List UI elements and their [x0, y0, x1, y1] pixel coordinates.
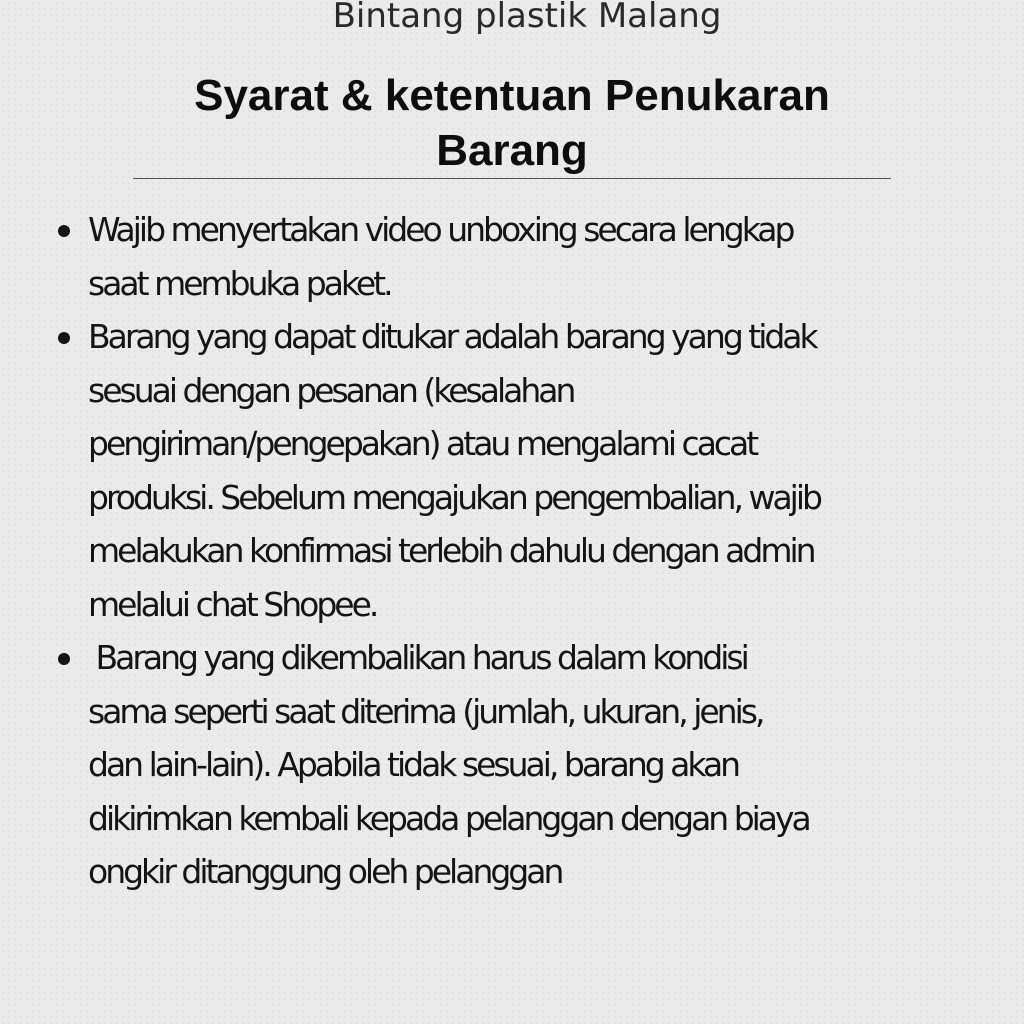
term-line: sama seperti saat diterima (jumlah, ukuran, jenis,	[88, 691, 763, 731]
term-line: ongkir ditanggung oleh pelanggan	[88, 852, 562, 891]
term-line: Barang yang dikembalikan harus dalam kondisi	[88, 638, 747, 677]
term-line: Wajib menyertakan video unboxing secara lengkap	[88, 210, 793, 249]
term-line: Barang yang dapat ditukar adalah barang yang tidak	[88, 317, 816, 356]
term-item-1	[88, 203, 1024, 310]
bullet-icon	[58, 653, 70, 665]
term-line: saat membuka paket.	[88, 263, 391, 303]
term-line: melalui chat Shopee.	[88, 584, 377, 624]
page-title: Syarat & ketentuan Penukaran Barang	[194, 71, 830, 175]
term-line: dikirimkan kembali kepada pelanggan dengan biaya	[88, 798, 809, 838]
term-line: sesuai dengan pesanan (kesalahan	[88, 370, 574, 410]
term-item-2	[88, 310, 1024, 631]
terms-list	[88, 203, 1024, 899]
store-name: Bintang plastik Malang	[332, 0, 722, 36]
term-line: produksi. Sebelum mengajukan pengembalian, wajib	[88, 477, 820, 517]
term-line: dan lain-lain). Apabila tidak sesuai, barang akan	[88, 745, 739, 784]
term-item-3	[88, 631, 1024, 899]
title-divider	[133, 178, 891, 179]
bullet-icon	[58, 225, 70, 237]
term-line: melakukan konfirmasi terlebih dahulu dengan admin	[88, 531, 814, 570]
term-line: pengiriman/pengepakan) atau mengalami cacat	[88, 424, 757, 463]
bullet-icon	[58, 332, 70, 344]
